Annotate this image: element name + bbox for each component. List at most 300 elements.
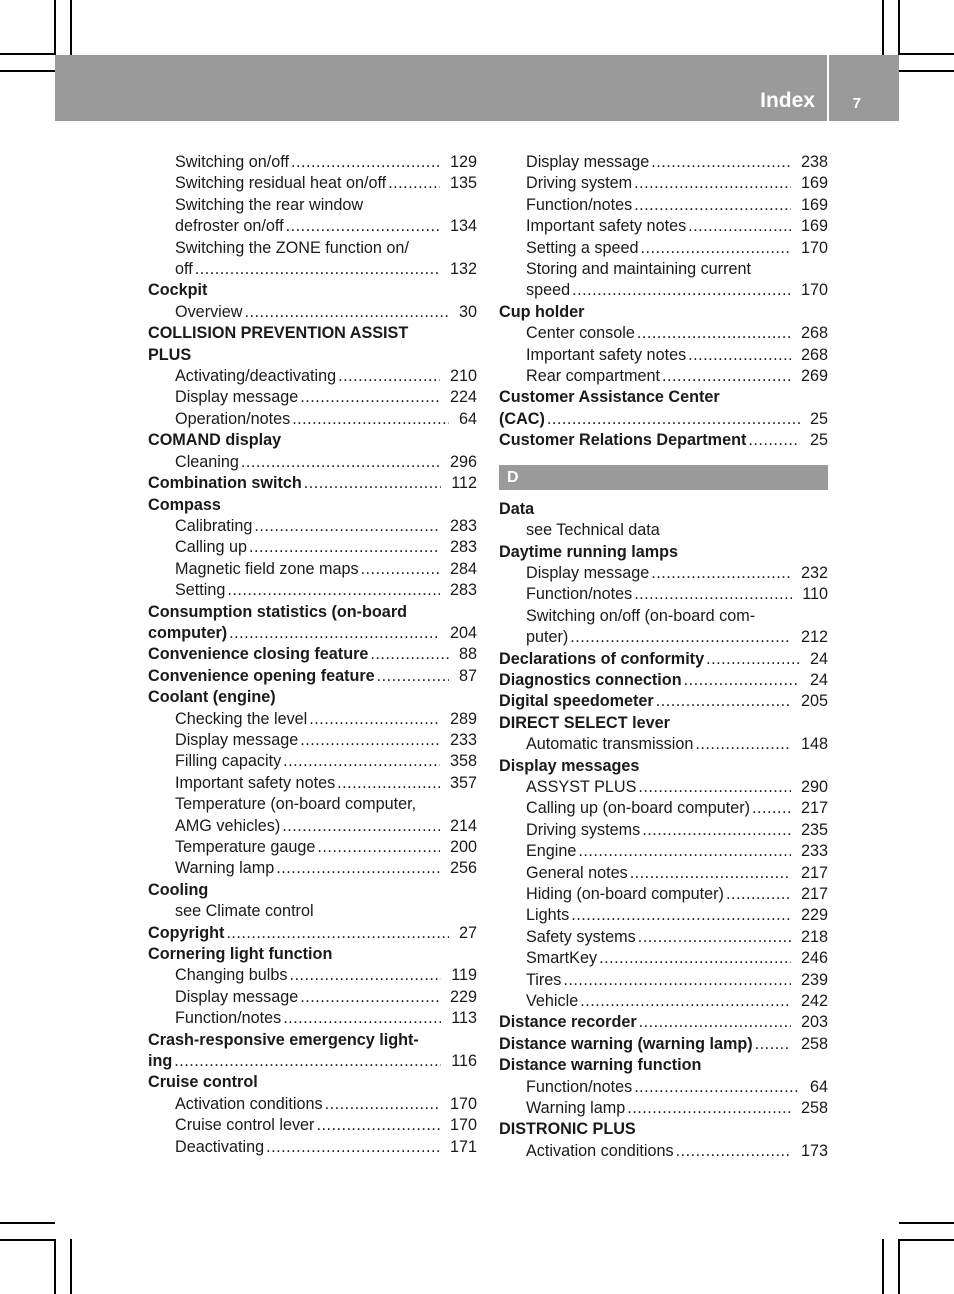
entry-text: Important safety notes [526,217,687,236]
entry-line [499,387,828,408]
dot-leader [649,152,791,173]
entry-text: COLLISION PREVENTION ASSIST [148,324,409,343]
page-ref: 258 [800,1099,828,1118]
index-entry-sub [499,863,828,884]
dot-leader [225,580,440,601]
entry-text: Automatic transmission [526,735,694,754]
page-ref: 224 [449,388,477,407]
entry-text: Rear compartment [526,367,661,386]
page-ref: 229 [449,987,477,1006]
index-entry-sub [499,366,828,387]
entry-line [499,1055,828,1076]
entry-line [175,1137,477,1158]
entry-line [175,730,477,751]
entry-line [175,387,477,408]
dot-leader [239,452,440,473]
entry-text: ASSYST PLUS [526,777,637,796]
entry-line [175,195,477,216]
entry-text: Customer Assistance Center [499,388,720,407]
entry-text: ing [148,1052,173,1071]
dot-leader [242,302,449,323]
entry-line [148,602,477,623]
entry-line [499,1012,828,1033]
dot-leader [307,709,440,730]
page-ref: 129 [449,153,477,171]
page-ref: 24 [809,649,828,668]
index-entry-sub [499,948,828,969]
page-ref: 212 [800,628,828,647]
entry-line [148,1030,477,1051]
entry-line [526,627,828,648]
entry-line [499,1119,828,1140]
index-entry-main [148,473,477,494]
entry-text: Activating/deactivating [175,367,337,386]
crop-mark [54,1239,56,1294]
index-entry-main [499,756,828,777]
dot-leader [375,666,449,687]
page-ref: 229 [800,906,828,925]
entry-line [499,649,828,670]
crop-mark [0,53,55,55]
entry-text: Consumption statistics (on-board [148,602,407,621]
entry-text: Temperature (on-board computer, [175,795,417,814]
dot-leader [368,644,449,665]
entry-text: Tires [526,970,562,989]
page-ref: 233 [800,842,828,861]
entry-text: Driving systems [526,820,641,839]
crop-mark [70,0,72,55]
entry-line [526,345,828,366]
entry-text: Display message [526,153,650,171]
dot-leader [281,1008,441,1029]
entry-text: Cornering light function [148,945,333,964]
index-entry-sub [148,1115,477,1136]
dot-leader [746,430,800,451]
entry-line [499,302,828,323]
index-entry-main [148,602,477,645]
entry-text: Driving system [526,174,633,193]
crop-mark [54,0,56,55]
entry-text: Checking the level [175,709,308,728]
page-ref: 135 [449,174,477,193]
entry-text: DISTRONIC PLUS [499,1120,636,1139]
entry-text: Display message [175,730,299,749]
page-ref: 25 [809,431,828,450]
entry-line [175,751,477,772]
index-entry-main [499,430,828,451]
dot-leader [753,1034,791,1055]
entry-line [175,580,477,601]
entry-text: DIRECT SELECT lever [499,713,670,732]
index-entry-sub [148,987,477,1008]
page-ref: 203 [800,1013,828,1032]
index-entry-sub [499,584,828,605]
page-ref: 64 [809,1077,828,1096]
entry-line [526,884,828,905]
index-entry-sub [148,302,477,323]
entry-line [148,495,477,516]
dot-leader [636,777,791,798]
entry-line [526,152,828,173]
dot-leader [636,927,791,948]
index-entry-main [499,691,828,712]
index-entry-main [499,1119,828,1140]
entry-text: Distance warning (warning lamp) [499,1034,753,1053]
entry-line [148,430,477,451]
entry-text: Coolant (engine) [148,688,276,707]
index-entry-sub [148,152,477,173]
dot-leader [336,366,440,387]
entry-line [526,238,828,259]
dot-leader [686,345,791,366]
dot-leader [315,837,440,858]
entry-text: Calling up (on-board computer) [526,799,751,818]
entry-text: Declarations of conformity [499,649,705,668]
page-ref: 232 [800,563,828,582]
index-entry-main [499,499,828,520]
dot-leader [704,649,800,670]
entry-line [526,216,828,237]
dot-leader [649,563,791,584]
entry-line [526,584,828,605]
dot-leader [359,559,440,580]
index-entry-list [499,499,828,1163]
entry-text: (CAC) [499,409,545,428]
dot-leader [637,1012,791,1033]
entry-text: see Technical data [526,521,660,540]
crop-mark [899,70,954,72]
index-entry-sub [148,730,477,751]
entry-line [175,238,477,259]
page-ref: 296 [449,452,477,471]
entry-line [526,173,828,194]
entry-line [526,927,828,948]
entry-text: Cruise control [148,1073,258,1092]
page-ref: 258 [800,1034,828,1053]
entry-text: Cooling [148,880,209,899]
dot-leader [632,1077,800,1098]
entry-line [148,280,477,301]
index-entry-sub [499,734,828,755]
index-entry-sub [499,905,828,926]
entry-text: Warning lamp [526,1099,626,1118]
entry-text: Convenience opening feature [148,666,375,685]
entry-text: Display message [175,987,299,1006]
entry-line [499,691,828,712]
entry-text: Switching residual heat on/off [175,174,387,193]
index-entry-sub [148,559,477,580]
page-ref: 357 [449,773,477,792]
entry-line [526,259,828,280]
entry-line [526,195,828,216]
index-entry-sub [148,580,477,601]
entry-line [175,409,477,430]
entry-text: Diagnostics connection [499,670,682,689]
index-entry-main [499,713,828,734]
index-entry-main [499,1034,828,1055]
page-ref: 173 [800,1141,828,1160]
index-entry-sub [499,152,828,173]
page-ref: 30 [458,302,477,321]
page-ref: 204 [449,623,477,642]
entry-text: Filling capacity [175,752,282,771]
dot-leader [632,584,792,605]
dot-leader [281,751,440,772]
entry-text: speed [526,281,571,300]
entry-text: Lights [526,906,570,925]
entry-line [175,216,477,237]
entry-text: Distance warning function [499,1056,702,1075]
entry-text: Magnetic field zone maps [175,559,359,578]
dot-leader [323,1094,440,1115]
entry-line [175,302,477,323]
entry-line [175,987,477,1008]
dot-leader [674,1141,791,1162]
entry-text: Crash-responsive emergency light- [148,1030,419,1049]
entry-text: Switching on/off (on-board com- [526,606,756,625]
entry-text: Display message [526,563,650,582]
index-entry-main [148,644,477,665]
page-ref: 200 [449,838,477,856]
entry-line [499,1034,828,1055]
dot-leader [750,798,791,819]
entry-text: Function/notes [526,195,633,214]
entry-text: Engine [526,842,577,861]
entry-text: Storing and maintaining current [526,260,751,279]
entry-line [175,1115,477,1136]
page-ref: 218 [800,927,828,946]
entry-text: Data [499,499,535,518]
entry-text: Distance recorder [499,1013,637,1032]
entry-text: Center console [526,324,635,343]
page-ref: 239 [800,970,828,989]
dot-leader [639,238,791,259]
dot-leader [569,905,791,926]
page-ref: 87 [458,666,477,685]
dot-leader [660,366,791,387]
index-entry-sub [148,901,477,922]
dot-leader [576,841,791,862]
entry-line [526,777,828,798]
entry-text: Copyright [148,923,225,942]
entry-text: Switching on/off [175,153,289,171]
page-ref: 284 [449,559,477,578]
dot-leader [386,173,440,194]
entry-text: Cockpit [148,281,208,300]
entry-line [175,965,477,986]
index-entry-list [499,152,828,452]
page-ref: 256 [449,859,477,878]
page-ref: 246 [800,949,828,968]
dot-leader [654,691,791,712]
crop-mark [899,1239,954,1241]
entry-line [148,923,477,944]
dot-leader [193,259,440,280]
dot-leader [252,516,440,537]
index-entry-sub [148,409,477,430]
page-ref: 110 [802,585,828,604]
entry-line [175,516,477,537]
crop-mark [70,1239,72,1294]
dot-leader [224,923,449,944]
page-ref: 25 [809,409,828,428]
entry-text: Convenience closing feature [148,645,369,664]
dot-leader [561,970,791,991]
entry-line [526,563,828,584]
entry-line [148,623,477,644]
entry-line [148,687,477,708]
index-entry-sub [148,537,477,558]
dot-leader [724,884,791,905]
index-entry-main [148,1072,477,1093]
page-ref: 283 [449,581,477,600]
dot-leader [290,409,449,430]
index-entry-main [148,666,477,687]
page-ref: 169 [800,217,828,236]
entry-line [499,713,828,734]
entry-line [148,345,477,366]
page-ref: 238 [800,153,828,171]
entry-text: Display message [175,388,299,407]
dot-leader [597,948,791,969]
page-ref: 217 [800,863,828,882]
entry-text: Activation conditions [175,1094,323,1113]
entry-line [148,323,477,344]
entry-text: Switching the ZONE function on/ [175,238,409,257]
crop-mark [882,1239,884,1294]
index-entry-sub [499,520,828,541]
page-ref: 116 [451,1052,477,1071]
page-ref: 169 [800,174,828,193]
index-entry-sub [499,563,828,584]
crop-mark [0,1239,55,1241]
entry-line [175,816,477,837]
entry-line [148,1051,477,1072]
entry-text: Temperature gauge [175,838,316,856]
index-entry-sub [499,841,828,862]
page-ref: 210 [449,367,477,386]
entry-text: SmartKey [526,949,598,968]
entry-text: Function/notes [175,1009,282,1028]
entry-line [148,666,477,687]
page-ref: 290 [800,777,828,796]
entry-line [526,820,828,841]
entry-text: Overview [175,302,243,321]
dot-leader [289,152,440,173]
crop-mark [0,70,55,72]
index-entry-list [148,152,477,1158]
index-entry-sub [499,195,828,216]
index-entry-sub [499,216,828,237]
crop-mark [0,1222,55,1224]
entry-line [499,670,828,691]
entry-text: Operation/notes [175,409,291,428]
entry-line [175,1008,477,1029]
index-entry-sub [499,259,828,302]
entry-line [148,473,477,494]
page-ref: 119 [451,966,477,985]
index-entry-sub [499,1098,828,1119]
page-ref: 235 [800,820,828,839]
entry-line [148,880,477,901]
dot-leader [298,387,440,408]
dot-leader [172,1051,441,1072]
dot-leader [545,409,800,430]
index-entry-sub [499,323,828,344]
entry-text: AMG vehicles) [175,816,281,835]
entry-text: Deactivating [175,1137,265,1156]
entry-line [526,1098,828,1119]
page-ref: 269 [800,367,828,386]
crop-mark [899,1222,954,1224]
entry-text: Daytime running lamps [499,542,678,561]
index-entry-main [148,880,477,901]
index-entry-main [499,542,828,563]
page-ref: 217 [800,799,828,818]
index-entry-sub [499,970,828,991]
entry-text: Vehicle [526,992,579,1011]
crop-mark [899,53,954,55]
index-entry-sub [148,238,477,281]
entry-text: Customer Relations Department [499,431,747,450]
index-column-left [148,152,477,1158]
dot-leader [288,965,442,986]
entry-line [526,520,828,541]
page-ref: 289 [449,709,477,728]
index-entry-sub [499,777,828,798]
entry-line [148,644,477,665]
entry-text: General notes [526,863,628,882]
dot-leader [247,537,440,558]
index-entry-sub [499,238,828,259]
entry-text: defroster on/off [175,217,284,236]
entry-line [499,542,828,563]
index-entry-sub [148,858,477,879]
page-ref: 88 [458,645,477,664]
dot-leader [280,816,440,837]
index-entry-main [148,430,477,451]
entry-text: Cup holder [499,302,585,321]
dot-leader [274,858,440,879]
page-ref: 214 [449,816,477,835]
entry-line [175,773,477,794]
dot-leader [693,734,791,755]
index-entry-sub [499,345,828,366]
page-ref: 170 [800,238,828,257]
entry-line [526,798,828,819]
page-ref: 132 [449,260,477,279]
index-entry-sub [148,1137,477,1158]
entry-text: Compass [148,495,221,514]
entry-line [175,452,477,473]
index-entry-main [148,280,477,301]
page-ref: 283 [449,516,477,535]
page-title: Index [760,89,815,112]
index-entry-sub [148,173,477,194]
crop-mark [882,0,884,55]
page-ref: 171 [449,1137,477,1156]
dot-leader [314,1115,440,1136]
entry-line [175,837,477,858]
page-ref: 24 [809,670,828,689]
dot-leader [568,627,791,648]
entry-text: Cleaning [175,452,239,471]
dot-leader [635,323,791,344]
page-ref: 64 [458,409,477,428]
entry-line [526,734,828,755]
entry-line [175,901,477,922]
entry-text: PLUS [148,345,192,364]
